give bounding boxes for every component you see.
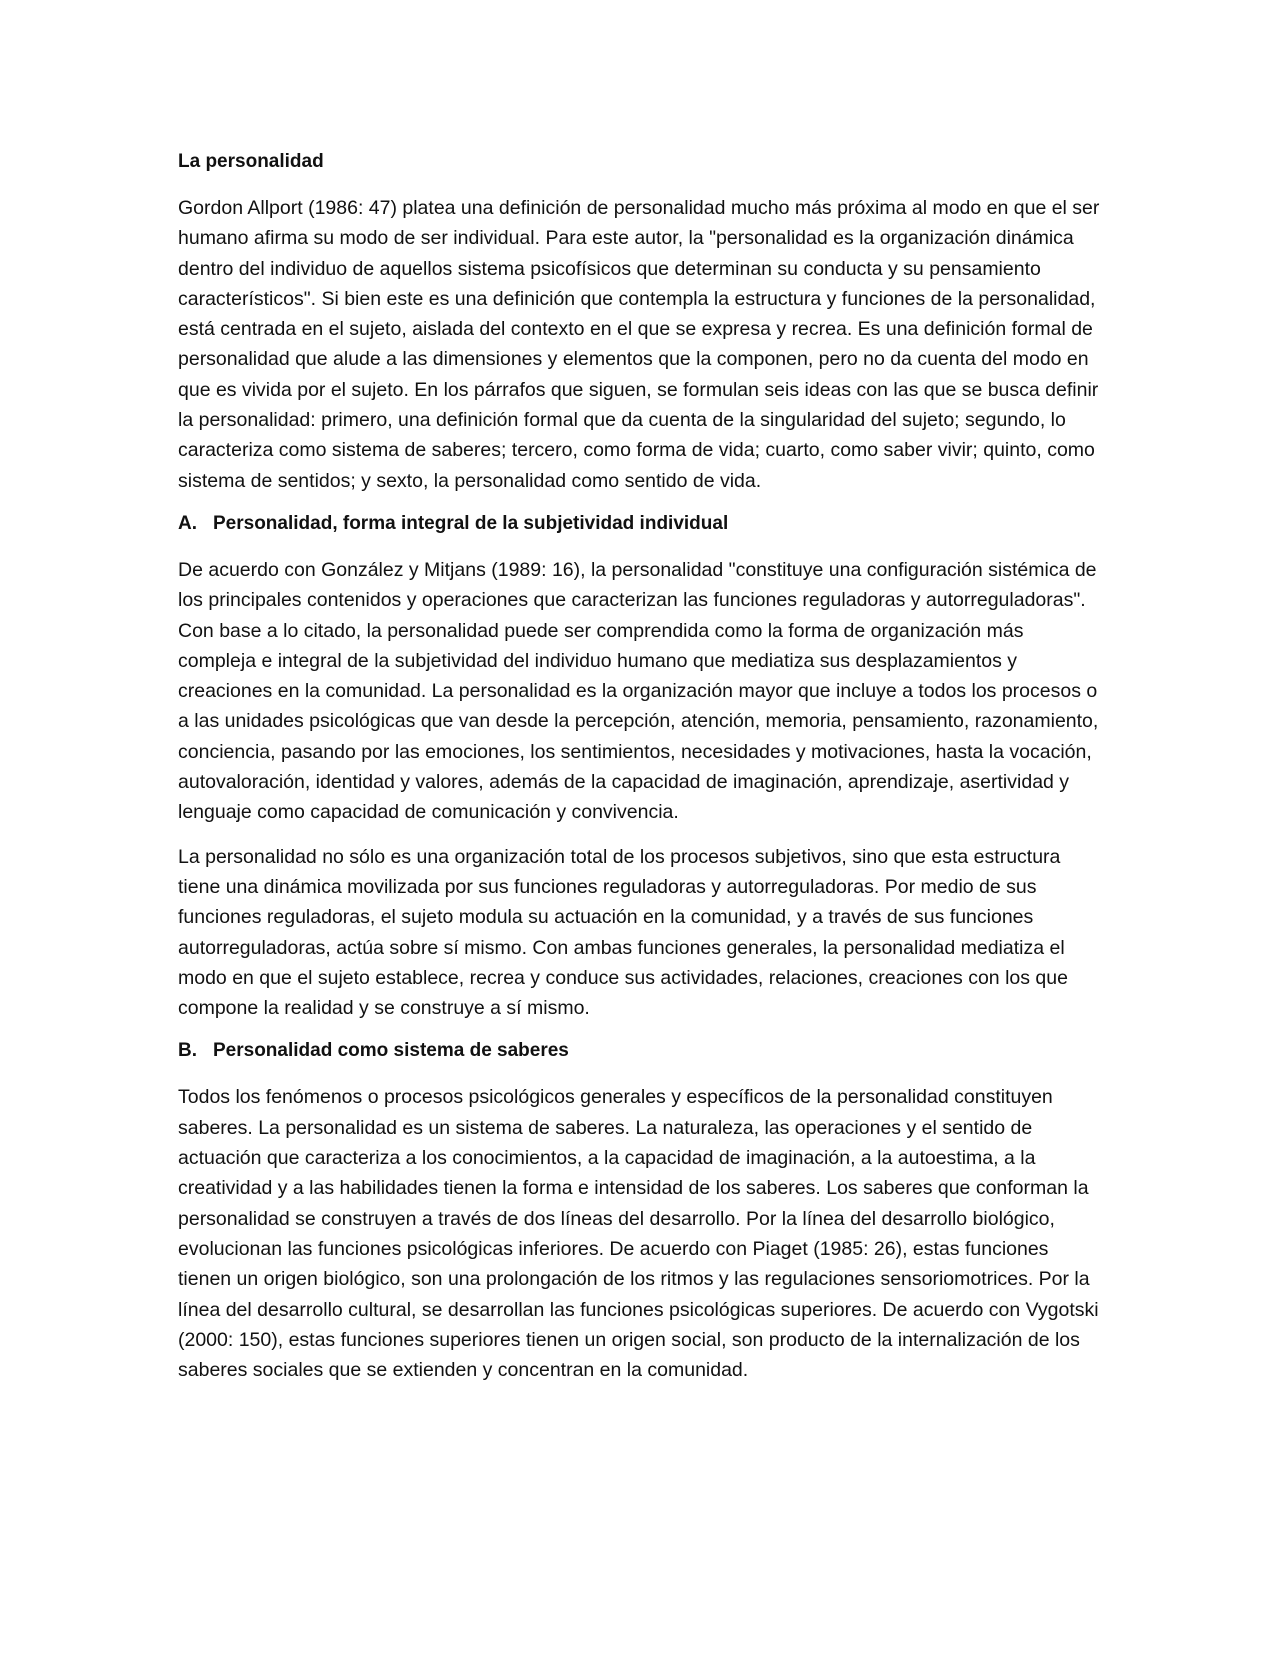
section-a-paragraph-2: La personalidad no sólo es una organización total de los procesos subjetivos, sino que esta estructura tiene una dinámica movilizada por sus funciones reguladoras y autorreguladoras. Por medio de sus funciones reguladoras, el sujeto modula su actuación en la comunidad, y a través de sus funciones autorreguladoras, actúa sobre sí mismo. Con ambas funciones generales, la personalidad mediatiza el modo en que el sujeto establece, recrea y conduce sus actividades, relaciones, creaciones con los que compone la realidad y se construye a sí mismo. — [178, 845, 1068, 1020]
intro-paragraph: Gordon Allport (1986: 47) platea una definición de personalidad mucho más próxima al modo en que el ser humano afirma su modo de ser individual. Para este autor, la "personalidad es la organización dinámica dentro del individuo de aquellos sistema psicofísicos que determinan su conducta y su pensamiento característicos". Si bien este es una definición que contempla la estructura y funciones de la personalidad, está centrada en el sujeto, aislada del contexto en el que se expresa y recrea. Es una definición formal de personalidad que alude a las dimensiones y elementos que la componen, pero no da cuenta del modo en que es vivida por el sujeto. En los párrafos que siguen, se formulan seis ideas con las que se busca definir la personalidad: primero, una definición formal que da cuenta de la singularidad del sujeto; segundo, lo caracteriza como sistema de saberes; tercero, como forma de vida; cuarto, como saber vivir; quinto, como sistema de sentidos; y sexto, la personalidad como sentido de vida. — [178, 197, 1100, 492]
section-b-paragraph-1: Todos los fenómenos o procesos psicológicos generales y específicos de la personalidad constituyen saberes. La personalidad es un sistema de saberes. La naturaleza, las operaciones y el sentido de actuación que caracteriza a los conocimientos, a la capacidad de imaginación, a la autoestima, a la creatividad y a las habilidades tienen la forma e intensidad de los saberes. Los saberes que conforman la personalidad se construyen a través de dos líneas del desarrollo. Por la línea del desarrollo biológico, evolucionan las funciones psicológicas inferiores. De acuerdo con Piaget (1985: 26), estas funciones tienen un origen biológico, son una prolongación de los ritmos y las regulaciones sensoriomotrices. Por la línea del desarrollo cultural, se desarrollan las funciones psicológicas superiores. De acuerdo con Vygotski (2000: 150), estas funciones superiores tienen un origen social, son producto de la internalización de los saberes sociales que se extienden y concentran en la comunidad. — [178, 1086, 1099, 1382]
section-b-title: Personalidad como sistema de saberes — [213, 1040, 569, 1062]
section-a-paragraph-1: De acuerdo con González y Mitjans (1989: 16), la personalidad "constituye una configuración sistémica de los principales contenidos y operaciones que caracterizan las funciones reguladoras y autorreguladoras". Con base a lo citado, la personalidad puede ser comprendida como la forma de organización más compleja e integral de la subjetividad del individuo humano que mediatiza sus desplazamientos y creaciones en la comunidad. La personalidad es la organización mayor que incluye a todos los procesos o a las unidades psicológicas que van desde la percepción, atención, memoria, pensamiento, razonamiento, conciencia, pasando por las emociones, los sentimientos, necesidades y motivaciones, hasta la vocación, autovaloración, identidad y valores, además de la capacidad de imaginación, aprendizaje, asertividad y lenguaje como capacidad de comunicación y convivencia. — [178, 558, 1099, 824]
section-b-marker: B. — [178, 1040, 197, 1062]
document-body — [178, 148, 1102, 1399]
section-a-marker: A. — [178, 512, 197, 534]
section-a-title: Personalidad, forma integral de la subjetividad individual — [213, 512, 729, 534]
section-b-heading — [178, 1037, 1102, 1065]
section-a-heading — [178, 510, 1102, 538]
document-title: La personalidad — [178, 151, 324, 172]
